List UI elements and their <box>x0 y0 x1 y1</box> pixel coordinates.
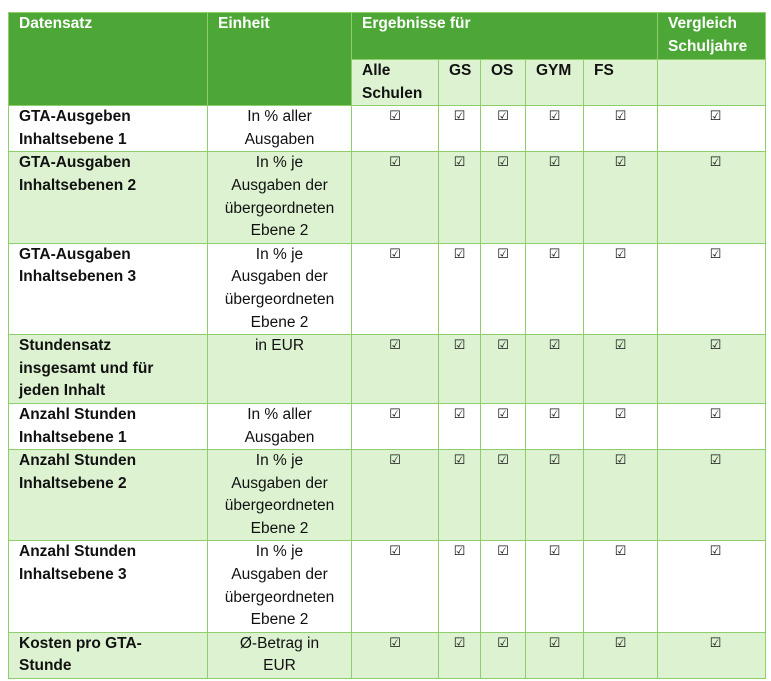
checkbox-icon: ☑ <box>584 541 658 632</box>
header-gym: GYM <box>526 60 584 106</box>
checkbox-icon: ☑ <box>584 152 658 243</box>
checkbox-icon: ☑ <box>439 403 481 449</box>
checkbox-icon: ☑ <box>439 632 481 678</box>
row-unit: In % je Ausgaben der übergeordneten Ebene 2 <box>208 243 352 334</box>
checkbox-icon: ☑ <box>526 403 584 449</box>
table-row <box>9 450 766 541</box>
checkbox-icon: ☑ <box>526 106 584 152</box>
checkbox-icon: ☑ <box>526 450 584 541</box>
row-name: GTA-Ausgaben Inhaltsebenen 2 <box>9 152 208 243</box>
row-name: Kosten pro GTA- Stunde <box>9 632 208 678</box>
checkbox-icon: ☑ <box>526 152 584 243</box>
row-name: Stundensatz insgesamt und für jeden Inhalt <box>9 335 208 404</box>
table-row <box>9 335 766 404</box>
header-fs: FS <box>584 60 658 106</box>
data-table <box>8 12 766 679</box>
checkbox-icon: ☑ <box>658 450 766 541</box>
checkbox-icon: ☑ <box>658 541 766 632</box>
checkbox-icon: ☑ <box>439 106 481 152</box>
row-unit: In % je Ausgaben der übergeordneten Ebene 2 <box>208 541 352 632</box>
checkbox-icon: ☑ <box>658 243 766 334</box>
table-row <box>9 243 766 334</box>
checkbox-icon: ☑ <box>658 335 766 404</box>
checkbox-icon: ☑ <box>352 243 439 334</box>
checkbox-icon: ☑ <box>658 632 766 678</box>
header-vergleich-sub <box>658 60 766 106</box>
table-row <box>9 541 766 632</box>
table-row <box>9 632 766 678</box>
row-unit: In % aller Ausgaben <box>208 403 352 449</box>
checkbox-icon: ☑ <box>352 335 439 404</box>
checkbox-icon: ☑ <box>481 632 526 678</box>
checkbox-icon: ☑ <box>481 243 526 334</box>
checkbox-icon: ☑ <box>526 632 584 678</box>
table-row <box>9 106 766 152</box>
row-name: Anzahl Stunden Inhaltsebene 3 <box>9 541 208 632</box>
checkbox-icon: ☑ <box>658 403 766 449</box>
checkbox-icon: ☑ <box>352 632 439 678</box>
checkbox-icon: ☑ <box>658 106 766 152</box>
checkbox-icon: ☑ <box>352 541 439 632</box>
table-row <box>9 403 766 449</box>
row-unit: Ø-Betrag in EUR <box>208 632 352 678</box>
header-gs: GS <box>439 60 481 106</box>
checkbox-icon: ☑ <box>658 152 766 243</box>
table-row <box>9 152 766 243</box>
header-vergleich: Vergleich Schuljahre <box>658 13 766 60</box>
row-unit: In % je Ausgaben der übergeordneten Ebene 2 <box>208 450 352 541</box>
checkbox-icon: ☑ <box>584 450 658 541</box>
checkbox-icon: ☑ <box>439 152 481 243</box>
row-name: GTA-Ausgaben Inhaltsebenen 3 <box>9 243 208 334</box>
header-alle-schulen: Alle Schulen <box>352 60 439 106</box>
header-os: OS <box>481 60 526 106</box>
checkbox-icon: ☑ <box>352 106 439 152</box>
checkbox-icon: ☑ <box>481 541 526 632</box>
checkbox-icon: ☑ <box>526 541 584 632</box>
checkbox-icon: ☑ <box>481 335 526 404</box>
header-einheit: Einheit <box>208 13 352 106</box>
checkbox-icon: ☑ <box>439 243 481 334</box>
row-unit: In % aller Ausgaben <box>208 106 352 152</box>
checkbox-icon: ☑ <box>481 106 526 152</box>
checkbox-icon: ☑ <box>439 335 481 404</box>
checkbox-icon: ☑ <box>584 106 658 152</box>
checkbox-icon: ☑ <box>584 243 658 334</box>
header-ergebnisse: Ergebnisse für <box>352 13 658 60</box>
checkbox-icon: ☑ <box>439 541 481 632</box>
row-unit: in EUR <box>208 335 352 404</box>
row-name: Anzahl Stunden Inhaltsebene 2 <box>9 450 208 541</box>
checkbox-icon: ☑ <box>439 450 481 541</box>
row-name: Anzahl Stunden Inhaltsebene 1 <box>9 403 208 449</box>
checkbox-icon: ☑ <box>481 152 526 243</box>
row-name: GTA-Ausgeben Inhaltsebene 1 <box>9 106 208 152</box>
checkbox-icon: ☑ <box>352 152 439 243</box>
checkbox-icon: ☑ <box>526 335 584 404</box>
checkbox-icon: ☑ <box>352 450 439 541</box>
checkbox-icon: ☑ <box>481 450 526 541</box>
checkbox-icon: ☑ <box>584 403 658 449</box>
header-datensatz: Datensatz <box>9 13 208 106</box>
row-unit: In % je Ausgaben der übergeordneten Ebene 2 <box>208 152 352 243</box>
checkbox-icon: ☑ <box>584 335 658 404</box>
checkbox-icon: ☑ <box>481 403 526 449</box>
checkbox-icon: ☑ <box>526 243 584 334</box>
checkbox-icon: ☑ <box>584 632 658 678</box>
checkbox-icon: ☑ <box>352 403 439 449</box>
